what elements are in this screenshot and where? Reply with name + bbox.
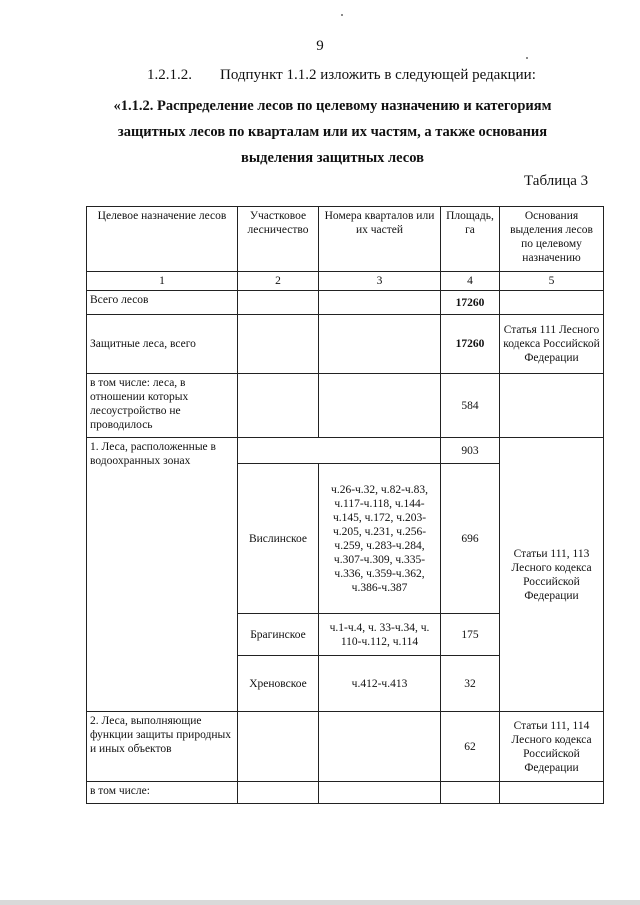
area-braginskoe: 175 (441, 614, 500, 656)
row-water-basis: Статьи 111, 113 Лесного кодекса Российской Федерации (500, 438, 604, 712)
row-unmanaged-area: 584 (441, 374, 500, 438)
header-quarters: Номера кварталов или их частей (319, 207, 441, 272)
intro-text: Подпункт 1.1.2 изложить в следующей редакции: (220, 67, 536, 83)
col-number-5: 5 (500, 272, 604, 291)
area-vislinskoe: 696 (441, 464, 500, 614)
table-header-row (87, 207, 604, 272)
district-khrenovskoe: Хреновское (238, 656, 319, 712)
col-number-3: 3 (319, 272, 441, 291)
row-including-name: в том числе: (87, 782, 238, 804)
page-number: 9 (316, 38, 324, 54)
intro-clause-number: 1.2.1.2. (147, 67, 192, 83)
header-district: Участковое лесничество (238, 207, 319, 272)
row-nature-name: 2. Леса, выполняющие функции защиты природных и иных объектов (87, 712, 238, 782)
quarters-braginskoe: ч.1-ч.4, ч. 33-ч.34, ч. 110-ч.112, ч.114 (319, 614, 441, 656)
table-row-unmanaged (87, 374, 604, 438)
table-caption: Таблица 3 (524, 173, 589, 189)
heading-line-2: защитных лесов по кварталам или их частям, а также основания (117, 124, 548, 140)
heading-line-1: «1.1.2. Распределение лесов по целевому назначению и категориям (113, 98, 552, 114)
quarters-khrenovskoe: ч.412-ч.413 (319, 656, 441, 712)
heading-line-3: выделения защитных лесов (241, 150, 424, 166)
quarters-vislinskoe: ч.26-ч.32, ч.82-ч.83, ч.117-ч.118, ч.144-ч.145, ч.172, ч.203-ч.205, ч.231, ч.256-ч.259, ч.283-ч.284, ч.307-ч.309, ч.335-ч.336, ч.359-ч.362, ч.386-ч.387 (319, 464, 441, 614)
header-purpose: Целевое назначение лесов (87, 207, 238, 272)
scan-speck (341, 14, 343, 16)
table-row-protective (87, 315, 604, 374)
table-row-total (87, 291, 604, 315)
district-braginskoe: Брагинское (238, 614, 319, 656)
row-total-name: Всего лесов (87, 291, 238, 315)
col-number-2: 2 (238, 272, 319, 291)
scan-speck (526, 57, 528, 59)
col-number-1: 1 (87, 272, 238, 291)
row-nature-area: 62 (441, 712, 500, 782)
table-row-including (87, 782, 604, 804)
row-water-area: 903 (441, 438, 500, 464)
row-protective-basis: Статья 111 Лесного кодекса Российской Федерации (500, 315, 604, 374)
forest-distribution-table (86, 206, 604, 804)
column-number-row (87, 272, 604, 291)
row-protective-area: 17260 (441, 315, 500, 374)
header-basis: Основания выделения лесов по целевому назначению (500, 207, 604, 272)
header-area: Площадь, га (441, 207, 500, 272)
row-total-area: 17260 (441, 291, 500, 315)
section-heading (110, 93, 555, 171)
area-khrenovskoe: 32 (441, 656, 500, 712)
row-nature-basis: Статьи 111, 114 Лесного кодекса Российской Федерации (500, 712, 604, 782)
row-protective-name: Защитные леса, всего (87, 315, 238, 374)
row-unmanaged-name: в том числе: леса, в отношении которых лесоустройство не проводилось (87, 374, 238, 438)
table-row-water (87, 438, 604, 464)
table-row-nature (87, 712, 604, 782)
intro-line (147, 67, 536, 84)
row-water-name: 1. Леса, расположенные в водоохранных зонах (87, 438, 238, 712)
district-vislinskoe: Вислинское (238, 464, 319, 614)
scan-bottom-edge (0, 900, 640, 905)
col-number-4: 4 (441, 272, 500, 291)
